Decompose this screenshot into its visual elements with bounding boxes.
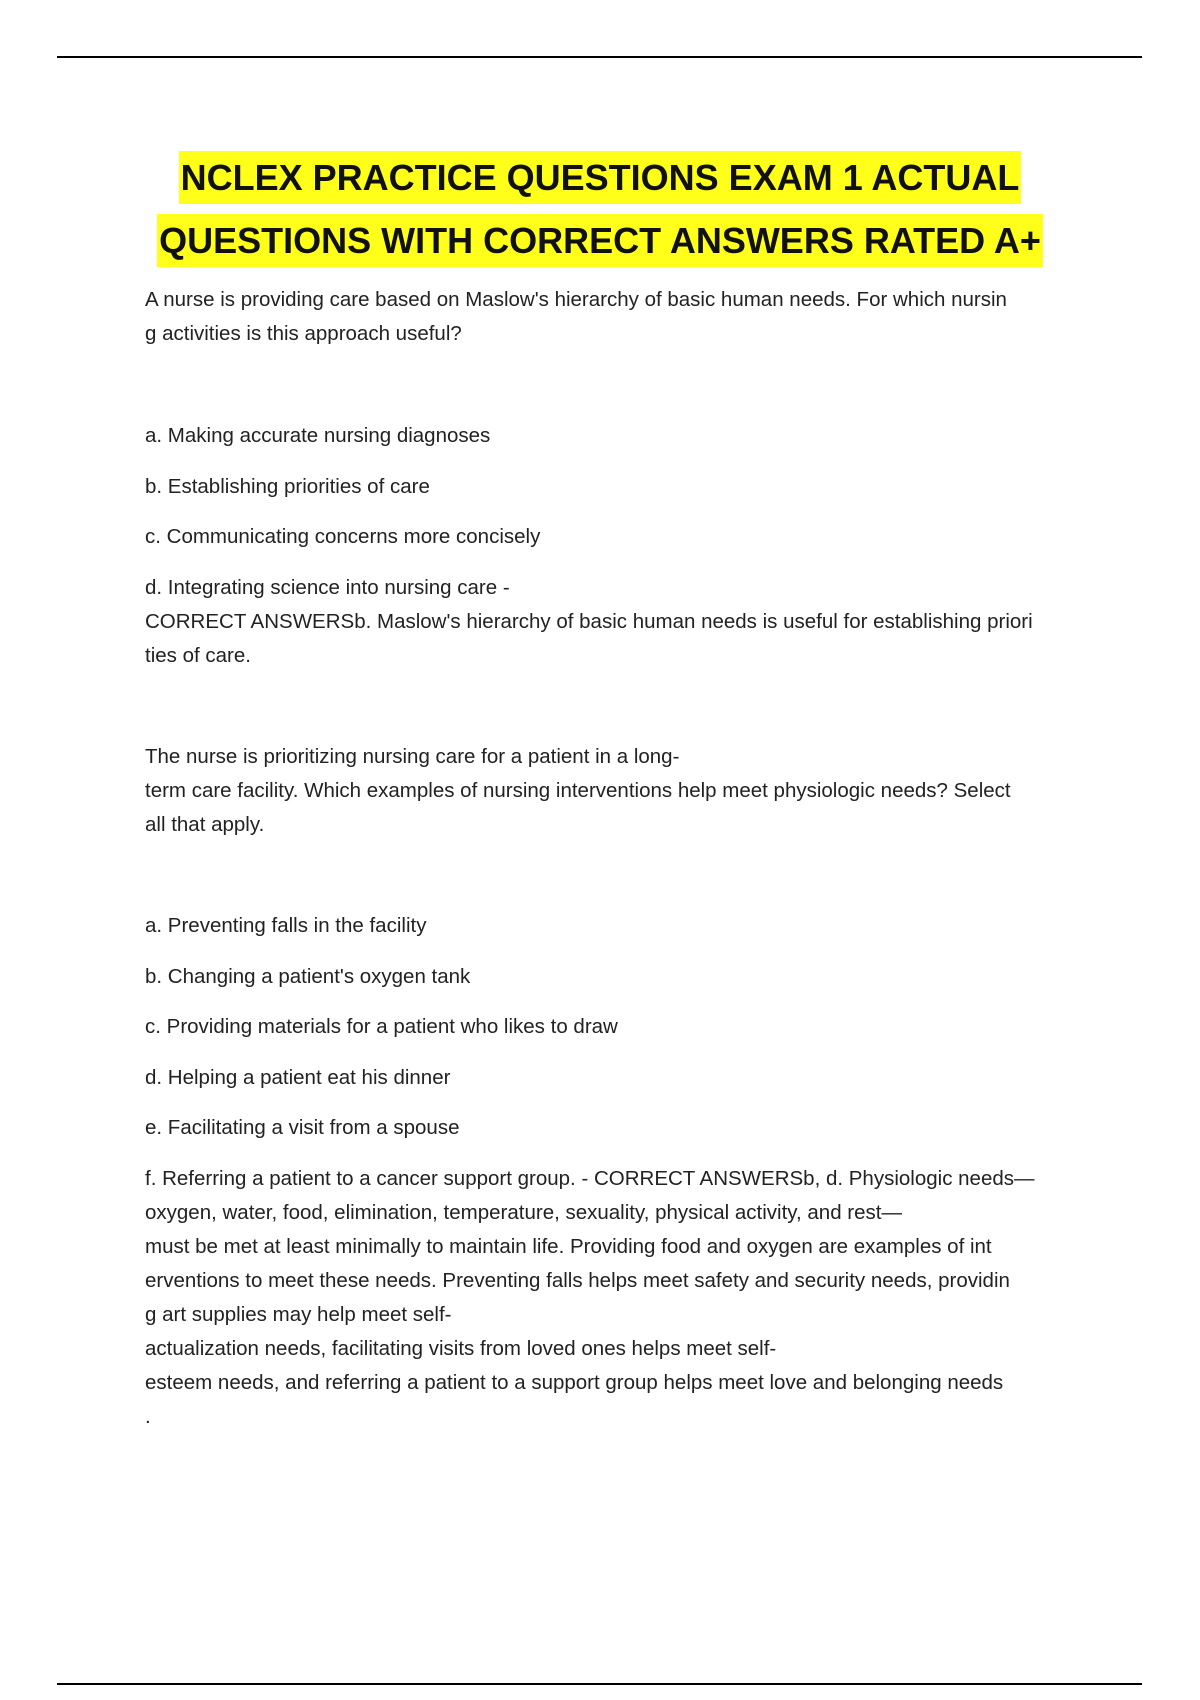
question-1-option-c: c. Communicating concerns more concisely — [145, 525, 541, 548]
title-line-2: QUESTIONS WITH CORRECT ANSWERS RATED A+ — [157, 214, 1043, 267]
question-1-answer: CORRECT ANSWERSb. Maslow's hierarchy of basic human needs is useful for establishing priori ties of care. — [145, 610, 1033, 667]
question-1-option-b: b. Establishing priorities of care — [145, 475, 430, 498]
question-1-option-d: d. Integrating science into nursing care - — [145, 576, 510, 599]
question-2-stem: The nurse is prioritizing nursing care for a patient in a long- term care facility. Which examples of nursing interventions help meet physiologic needs? Select all that apply. — [145, 745, 1011, 836]
question-2-option-d: d. Helping a patient eat his dinner — [145, 1066, 451, 1089]
header-rule — [57, 56, 1142, 58]
question-2-option-e: e. Facilitating a visit from a spouse — [145, 1116, 460, 1139]
question-2-option-c: c. Providing materials for a patient who likes to draw — [145, 1015, 618, 1038]
question-1-option-a: a. Making accurate nursing diagnoses — [145, 424, 491, 447]
title-line-1: NCLEX PRACTICE QUESTIONS EXAM 1 ACTUAL — [179, 151, 1022, 204]
question-1-stem: A nurse is providing care based on Maslow's hierarchy of basic human needs. For which nursin g activities is this approach useful? — [145, 288, 1007, 345]
question-2-answer: f. Referring a patient to a cancer support group. - CORRECT ANSWERSb, d. Physiologic needs— oxygen, water, food, elimination, temperature, sexuality, physical activity, and rest— must be met at least minimally to maintain life. Providing food and oxygen are examples of int erventions to meet these needs. Preventing falls helps meet safety and security needs, providin g art supplies may help meet self- actualization needs, facilitating visits from loved ones helps meet self- esteem needs, and referring a patient to a support group helps meet love and belonging needs . — [145, 1167, 1035, 1428]
footer-rule — [57, 1683, 1142, 1685]
question-2-option-a: a. Preventing falls in the facility — [145, 914, 427, 937]
question-2-option-b: b. Changing a patient's oxygen tank — [145, 965, 471, 988]
document-title — [80, 146, 1120, 272]
